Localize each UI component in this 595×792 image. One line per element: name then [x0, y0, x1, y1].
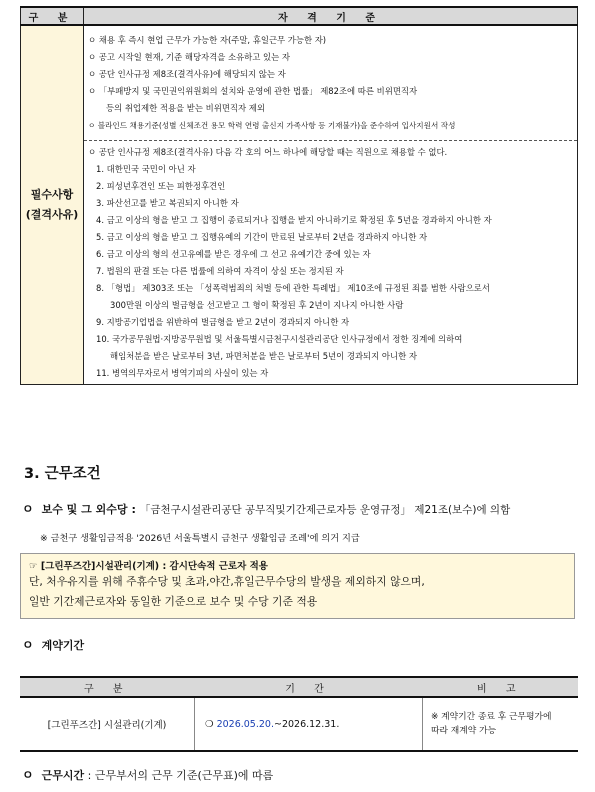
notice-line-1: 단, 처우유지를 위해 주휴수당 및 초과,야간,휴일근무수당의 발생을 제외하지 않으며, — [29, 575, 425, 588]
requirement-line: ㅇ 채용 후 즉시 현업 근무가 가능한 자(주말, 휴일근무 가능한 자) — [88, 35, 327, 45]
disqualification-item: 2. 피성년후견인 또는 피한정후견인 — [96, 181, 226, 191]
required-label-line1: 필수사항 — [30, 188, 74, 201]
disqualification-item: 1. 대한민국 국민이 아닌 자 — [96, 164, 196, 174]
work-hours-label: 근무시간 — [41, 769, 85, 782]
contract-bullet: ㅇ — [22, 638, 34, 652]
contract-period — [195, 697, 423, 751]
contract-heading — [22, 636, 84, 653]
disqualification-item: 10. 국가공무원법·지방공무원법 및 서울특별시금천구시설관리공단 인사규정에서 정한 징계에 의하여 — [96, 334, 463, 344]
contract-category: [그린푸즈간] 시설관리(기계) — [20, 697, 195, 751]
disqualification-intro: ㅇ 공단 인사규정 제8조(결격사유) 다음 각 호의 어느 하나에 해당할 때는 직원으로 채용할 수 없다. — [88, 147, 448, 157]
disqualification-item: 300만원 이상의 벌금형을 선고받고 그 형이 확정된 후 2년이 지나지 아니한 사람 — [110, 300, 404, 310]
notice-title: ☞ [그린푸즈간]시설관리(기계) : 감시단속적 근로자 적용 — [29, 561, 268, 572]
contract-note-line2: 따라 재계약 가능 — [431, 726, 497, 736]
work-hours-line — [22, 766, 273, 783]
contract-header-period: 기 간 — [195, 677, 423, 697]
work-hours-text: : 근무부서의 근무 기준(근무표)에 따름 — [87, 769, 274, 782]
period-start: 2026.05.20. — [216, 718, 274, 730]
pay-text: 「금천구시설관리공단 공무직및기간제근로자등 운영규정」 제21조(보수)에 의함 — [139, 504, 511, 516]
contract-note-line1: ※ 계약기간 종료 후 근무평가에 — [431, 712, 552, 722]
table-row — [20, 697, 578, 751]
contract-header-category: 구 분 — [20, 677, 195, 697]
pay-colon: : — [131, 503, 136, 516]
contract-note — [423, 697, 579, 751]
requirement-line: ㅇ 공단 인사규정 제8조(결격사유)에 해당되지 않는 자 — [88, 69, 286, 79]
disqualification-item: 4. 금고 이상의 형을 받고 그 집행이 종료되거나 집행을 받지 아니하기로 확정된 후 5년을 경과하지 아니한 자 — [96, 215, 492, 225]
pay-label: 보수 및 그 외수당 — [41, 503, 128, 516]
contract-table — [20, 676, 578, 752]
header-criteria: 자 격 기 준 — [84, 7, 578, 25]
period-end: ~2026.12.31. — [273, 718, 340, 730]
disqualification-item: 11. 병역의무자로서 병역기피의 사실이 있는 자 — [96, 368, 269, 378]
notice-line-2: 일반 기간제근로자와 동일한 기준으로 보수 및 수당 기준 적용 — [29, 595, 318, 608]
disqualification-item: 8. 「형법」 제303조 또는 「성폭력범죄의 처벌 등에 관한 특례법」 제10조에 규정된 죄를 범한 사람으로서 — [96, 283, 490, 293]
disqualification-item: 6. 금고 이상의 형의 선고유예를 받은 경우에 그 선고 유예기간 중에 있는 자 — [96, 249, 371, 259]
general-requirements — [84, 26, 577, 141]
qualification-table — [20, 6, 578, 385]
period-bullet: ❍ — [205, 718, 214, 730]
disqualification-item: 9. 지방공기업법을 위반하여 벌금형을 받고 2년이 경과되지 아니한 자 — [96, 317, 350, 327]
required-label — [21, 25, 84, 385]
requirement-line: ㅇ 공고 시작일 현재, 기준 해당자격을 소유하고 있는 자 — [88, 52, 290, 62]
disqualification-list — [84, 141, 577, 384]
disqualification-item: 3. 파산선고를 받고 복권되지 아니한 자 — [96, 198, 239, 208]
disqualification-item: 7. 법원의 판결 또는 다른 법률에 의하여 자격이 상실 또는 정지된 자 — [96, 266, 344, 276]
header-category: 구 분 — [21, 7, 84, 25]
contract-header-note: 비 고 — [423, 677, 579, 697]
notice-box — [20, 553, 575, 619]
pay-line — [22, 500, 510, 517]
required-label-line2: (결격사유) — [25, 208, 79, 221]
disqualification-item: 5. 금고 이상의 형을 받고 그 집행유예의 기간이 만료된 날로부터 2년을 경과하지 아니한 자 — [96, 232, 428, 242]
disqualification-item: 해임처분을 받은 날로부터 3년, 파면처분을 받은 날로부터 5년이 경과되지 아니한 자 — [110, 351, 417, 361]
criteria-cell — [84, 25, 578, 385]
requirement-line: ㅇ 블라인드 채용기준(성별 신체조건 용모 학력 연령 출신지 가족사항 등 기재불가)을 준수하여 입사지원서 작성 — [88, 121, 456, 130]
requirement-line: ㅇ 「부패방지 및 국민권익위원회의 설치와 운영에 관한 법률」 제82조에 따른 비위면직자 — [88, 86, 418, 96]
pay-bullet: ㅇ — [22, 502, 34, 516]
work-hours-bullet: ㅇ — [22, 768, 34, 782]
section-title: 3. 근무조건 — [24, 466, 101, 482]
contract-label: 계약기간 — [41, 639, 85, 652]
requirement-line: 등의 취업제한 적용을 받는 비위면직자 제외 — [106, 103, 265, 113]
pay-note: ※ 금천구 생활임금적용 '2026년 서울특별시 금천구 생활임금 조례'에 의거 지급 — [40, 533, 360, 544]
